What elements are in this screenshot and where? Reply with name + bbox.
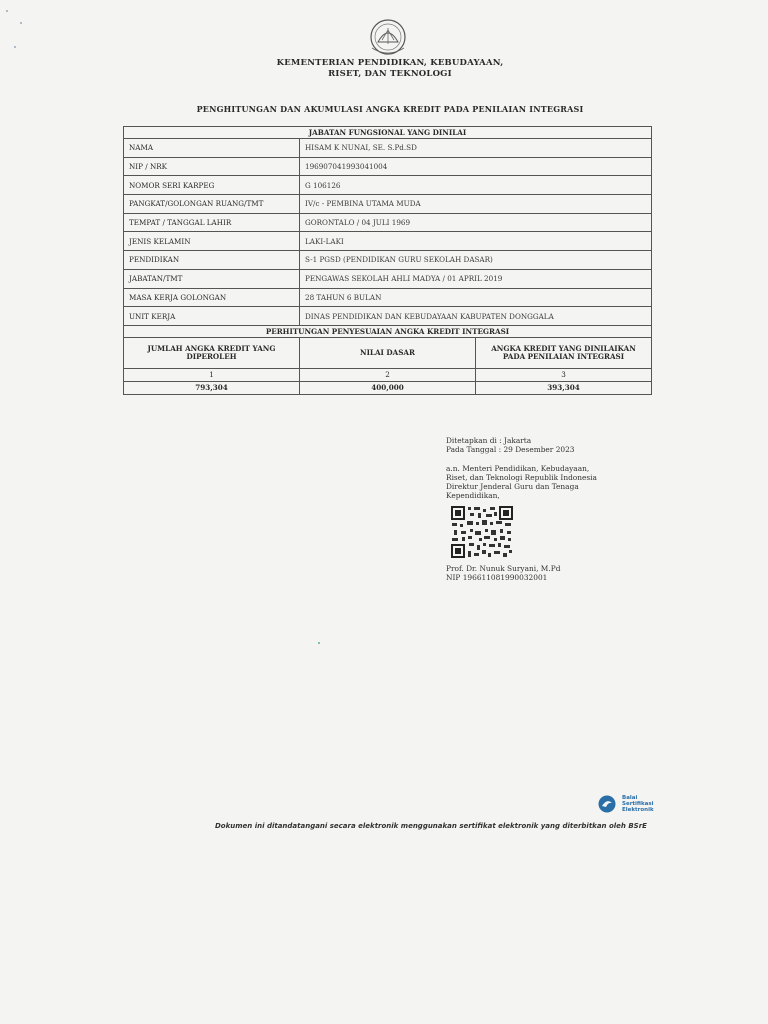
table-row <box>124 251 652 270</box>
bsre-label-line3: Elektronik <box>622 807 654 813</box>
row-value: PENGAWAS SEKOLAH AHLI MADYA / 01 APRIL 2019 <box>300 269 652 288</box>
document-title: PENGHITUNGAN DAN AKUMULASI ANGKA KREDIT PADA PENILAIAN INTEGRASI <box>196 104 584 114</box>
table-row <box>124 232 652 251</box>
on-behalf-line3: Direktur Jenderal Guru dan Tenaga <box>446 482 579 491</box>
ministry-name-line1: KEMENTERIAN PENDIDIKAN, KEBUDAYAAN, <box>276 58 504 68</box>
row-label: TEMPAT / TANGGAL LAHIR <box>124 213 300 232</box>
row-value: GORONTALO / 04 JULI 1969 <box>300 213 652 232</box>
row-label: UNIT KERJA <box>124 307 300 326</box>
scan-speck <box>20 22 22 24</box>
row-value: HISAM K NUNAI, SE. S.Pd.SD <box>300 139 652 158</box>
row-label: NIP / NRK <box>124 157 300 176</box>
row-label: NOMOR SERI KARPEG <box>124 176 300 195</box>
table-row <box>124 269 652 288</box>
section-title-position: JABATAN FUNGSIONAL YANG DINILAI <box>124 127 652 139</box>
bsre-label-line2: Sertifikasi <box>622 801 654 807</box>
row-value: LAKI-LAKI <box>300 232 652 251</box>
row-value: DINAS PENDIDIKAN DAN KEBUDAYAAN KABUPATEN DONGGALA <box>300 307 652 326</box>
row-value: 28 TAHUN 6 BULAN <box>300 288 652 307</box>
column-number: 3 <box>476 368 652 381</box>
column-header: ANGKA KREDIT YANG DINILAIKAN PADA PENILAIAN INTEGRASI <box>476 337 652 368</box>
total-credit-value: 793,304 <box>124 381 300 394</box>
row-label: PENDIDIKAN <box>124 251 300 270</box>
bsre-label <box>622 795 654 813</box>
column-header-row <box>124 337 652 368</box>
table-row <box>124 288 652 307</box>
sign-place: Ditetapkan di : Jakarta <box>446 436 532 445</box>
credit-table <box>123 126 652 395</box>
row-label: PANGKAT/GOLONGAN RUANG/TMT <box>124 195 300 214</box>
row-value: G 106126 <box>300 176 652 195</box>
column-number-row <box>124 368 652 381</box>
integrated-credit-value: 393,304 <box>476 381 652 394</box>
column-header: JUMLAH ANGKA KREDIT YANG DIPEROLEH <box>124 337 300 368</box>
result-row <box>124 381 652 394</box>
on-behalf-line4: Kependidikan, <box>446 491 500 500</box>
row-label: NAMA <box>124 139 300 158</box>
row-value: 196907041993041004 <box>300 157 652 176</box>
table-row <box>124 195 652 214</box>
table-row <box>124 213 652 232</box>
row-label: MASA KERJA GOLONGAN <box>124 288 300 307</box>
column-number: 2 <box>300 368 476 381</box>
scan-speck <box>6 10 8 12</box>
table-row <box>124 139 652 158</box>
table-row <box>124 176 652 195</box>
tut-wuri-handayani-logo-icon <box>366 18 410 58</box>
scan-speck <box>14 46 16 48</box>
ministry-name-line2: RISET, DAN TEKNOLOGI <box>328 69 452 79</box>
row-value: S-1 PGSD (PENDIDIKAN GURU SEKOLAH DASAR) <box>300 251 652 270</box>
row-label: JENIS KELAMIN <box>124 232 300 251</box>
column-header: NILAI DASAR <box>300 337 476 368</box>
section-title-calculation: PERHITUNGAN PENYESUAIAN ANGKA KREDIT INTEGRASI <box>124 325 652 337</box>
qr-code-icon <box>450 505 514 559</box>
sign-date: Pada Tanggal : 29 Desember 2023 <box>446 445 575 454</box>
bsre-logo-icon <box>598 795 616 813</box>
base-value: 400,000 <box>300 381 476 394</box>
scan-speck <box>318 642 320 644</box>
bsre-label-line1: Balai <box>622 795 638 801</box>
row-value: IV/c - PEMBINA UTAMA MUDA <box>300 195 652 214</box>
column-number: 1 <box>124 368 300 381</box>
table-row <box>124 307 652 326</box>
signer-nip: NIP 196611081990032001 <box>446 573 548 582</box>
table-row <box>124 157 652 176</box>
on-behalf-line1: a.n. Menteri Pendidikan, Kebudayaan, <box>446 464 590 473</box>
on-behalf-line2: Riset, dan Teknologi Republik Indonesia <box>446 473 597 482</box>
signer-name: Prof. Dr. Nunuk Suryani, M.Pd <box>446 564 561 573</box>
electronic-signature-note: Dokumen ini ditandatangani secara elektronik menggunakan sertifikat elektronik yang diterbitkan oleh BSrE <box>215 822 647 830</box>
row-label: JABATAN/TMT <box>124 269 300 288</box>
